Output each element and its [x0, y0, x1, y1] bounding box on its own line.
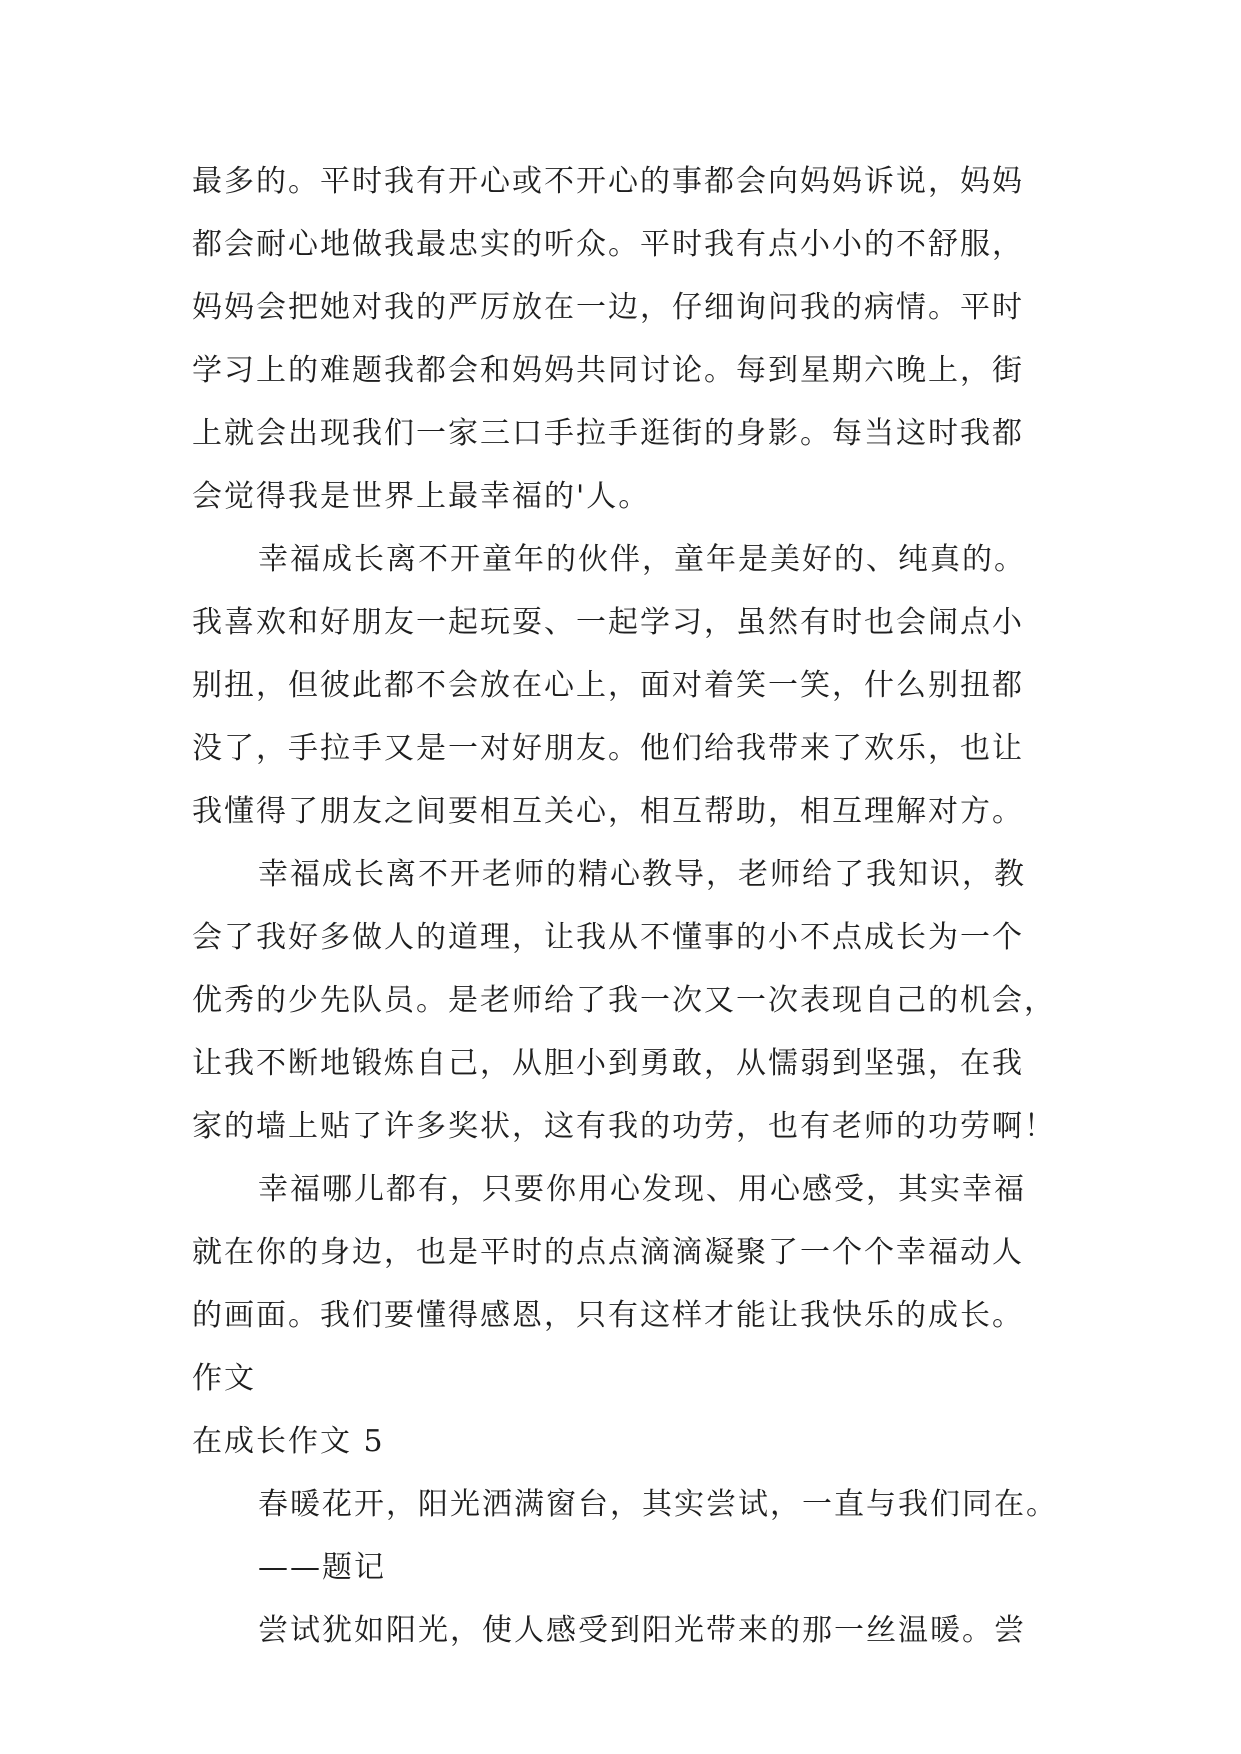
text-line-14: 优秀的少先队员。是老师给了我一次又一次表现自己的机会，	[192, 983, 1056, 1018]
paragraph-start-line: 幸福成长离不开老师的精心教导，老师给了我知识，教	[258, 857, 1026, 892]
text-line-9: 别扭，但彼此都不会放在心上，面对着笑一笑，什么别扭都	[192, 668, 1024, 703]
text-line-8: 我喜欢和好朋友一起玩耍、一起学习，虽然有时也会闹点小	[192, 605, 1024, 640]
paragraph-start-line: 幸福成长离不开童年的伙伴，童年是美好的、纯真的。	[258, 542, 1026, 577]
section-heading: 在成长作文 5	[192, 1424, 385, 1459]
epigraph-line: 春暖花开，阳光洒满窗台，其实尝试，一直与我们同在。	[258, 1487, 1058, 1522]
paragraph-start-line: 尝试犹如阳光，使人感受到阳光带来的那一丝温暖。尝	[258, 1613, 1026, 1648]
text-line-2: 都会耐心地做我最忠实的听众。平时我有点小小的不舒服，	[192, 227, 1024, 262]
text-line-18: 就在你的身边，也是平时的点点滴滴凝聚了一个个幸福动人	[192, 1235, 1024, 1270]
text-line-4: 学习上的难题我都会和妈妈共同讨论。每到星期六晚上，街	[192, 353, 1024, 388]
text-line-20: 作文	[192, 1361, 256, 1396]
text-line-10: 没了，手拉手又是一对好朋友。他们给我带来了欢乐，也让	[192, 731, 1024, 766]
epigraph-attribution: ——题记	[258, 1550, 386, 1585]
text-line-1: 最多的。平时我有开心或不开心的事都会向妈妈诉说，妈妈	[192, 164, 1024, 199]
text-line-6: 会觉得我是世界上最幸福的'人。	[192, 479, 651, 514]
paragraph-start-line: 幸福哪儿都有，只要你用心发现、用心感受，其实幸福	[258, 1172, 1026, 1207]
text-line-11: 我懂得了朋友之间要相互关心，相互帮助，相互理解对方。	[192, 794, 1024, 829]
text-line-16: 家的墙上贴了许多奖状，这有我的功劳，也有老师的功劳啊！	[192, 1109, 1056, 1144]
text-line-5: 上就会出现我们一家三口手拉手逛街的身影。每当这时我都	[192, 416, 1024, 451]
text-line-19: 的画面。我们要懂得感恩，只有这样才能让我快乐的成长。	[192, 1298, 1024, 1333]
text-line-15: 让我不断地锻炼自己，从胆小到勇敢，从懦弱到坚强，在我	[192, 1046, 1024, 1081]
text-line-3: 妈妈会把她对我的严厉放在一边，仔细询问我的病情。平时	[192, 290, 1024, 325]
text-line-13: 会了我好多做人的道理，让我从不懂事的小不点成长为一个	[192, 920, 1024, 955]
